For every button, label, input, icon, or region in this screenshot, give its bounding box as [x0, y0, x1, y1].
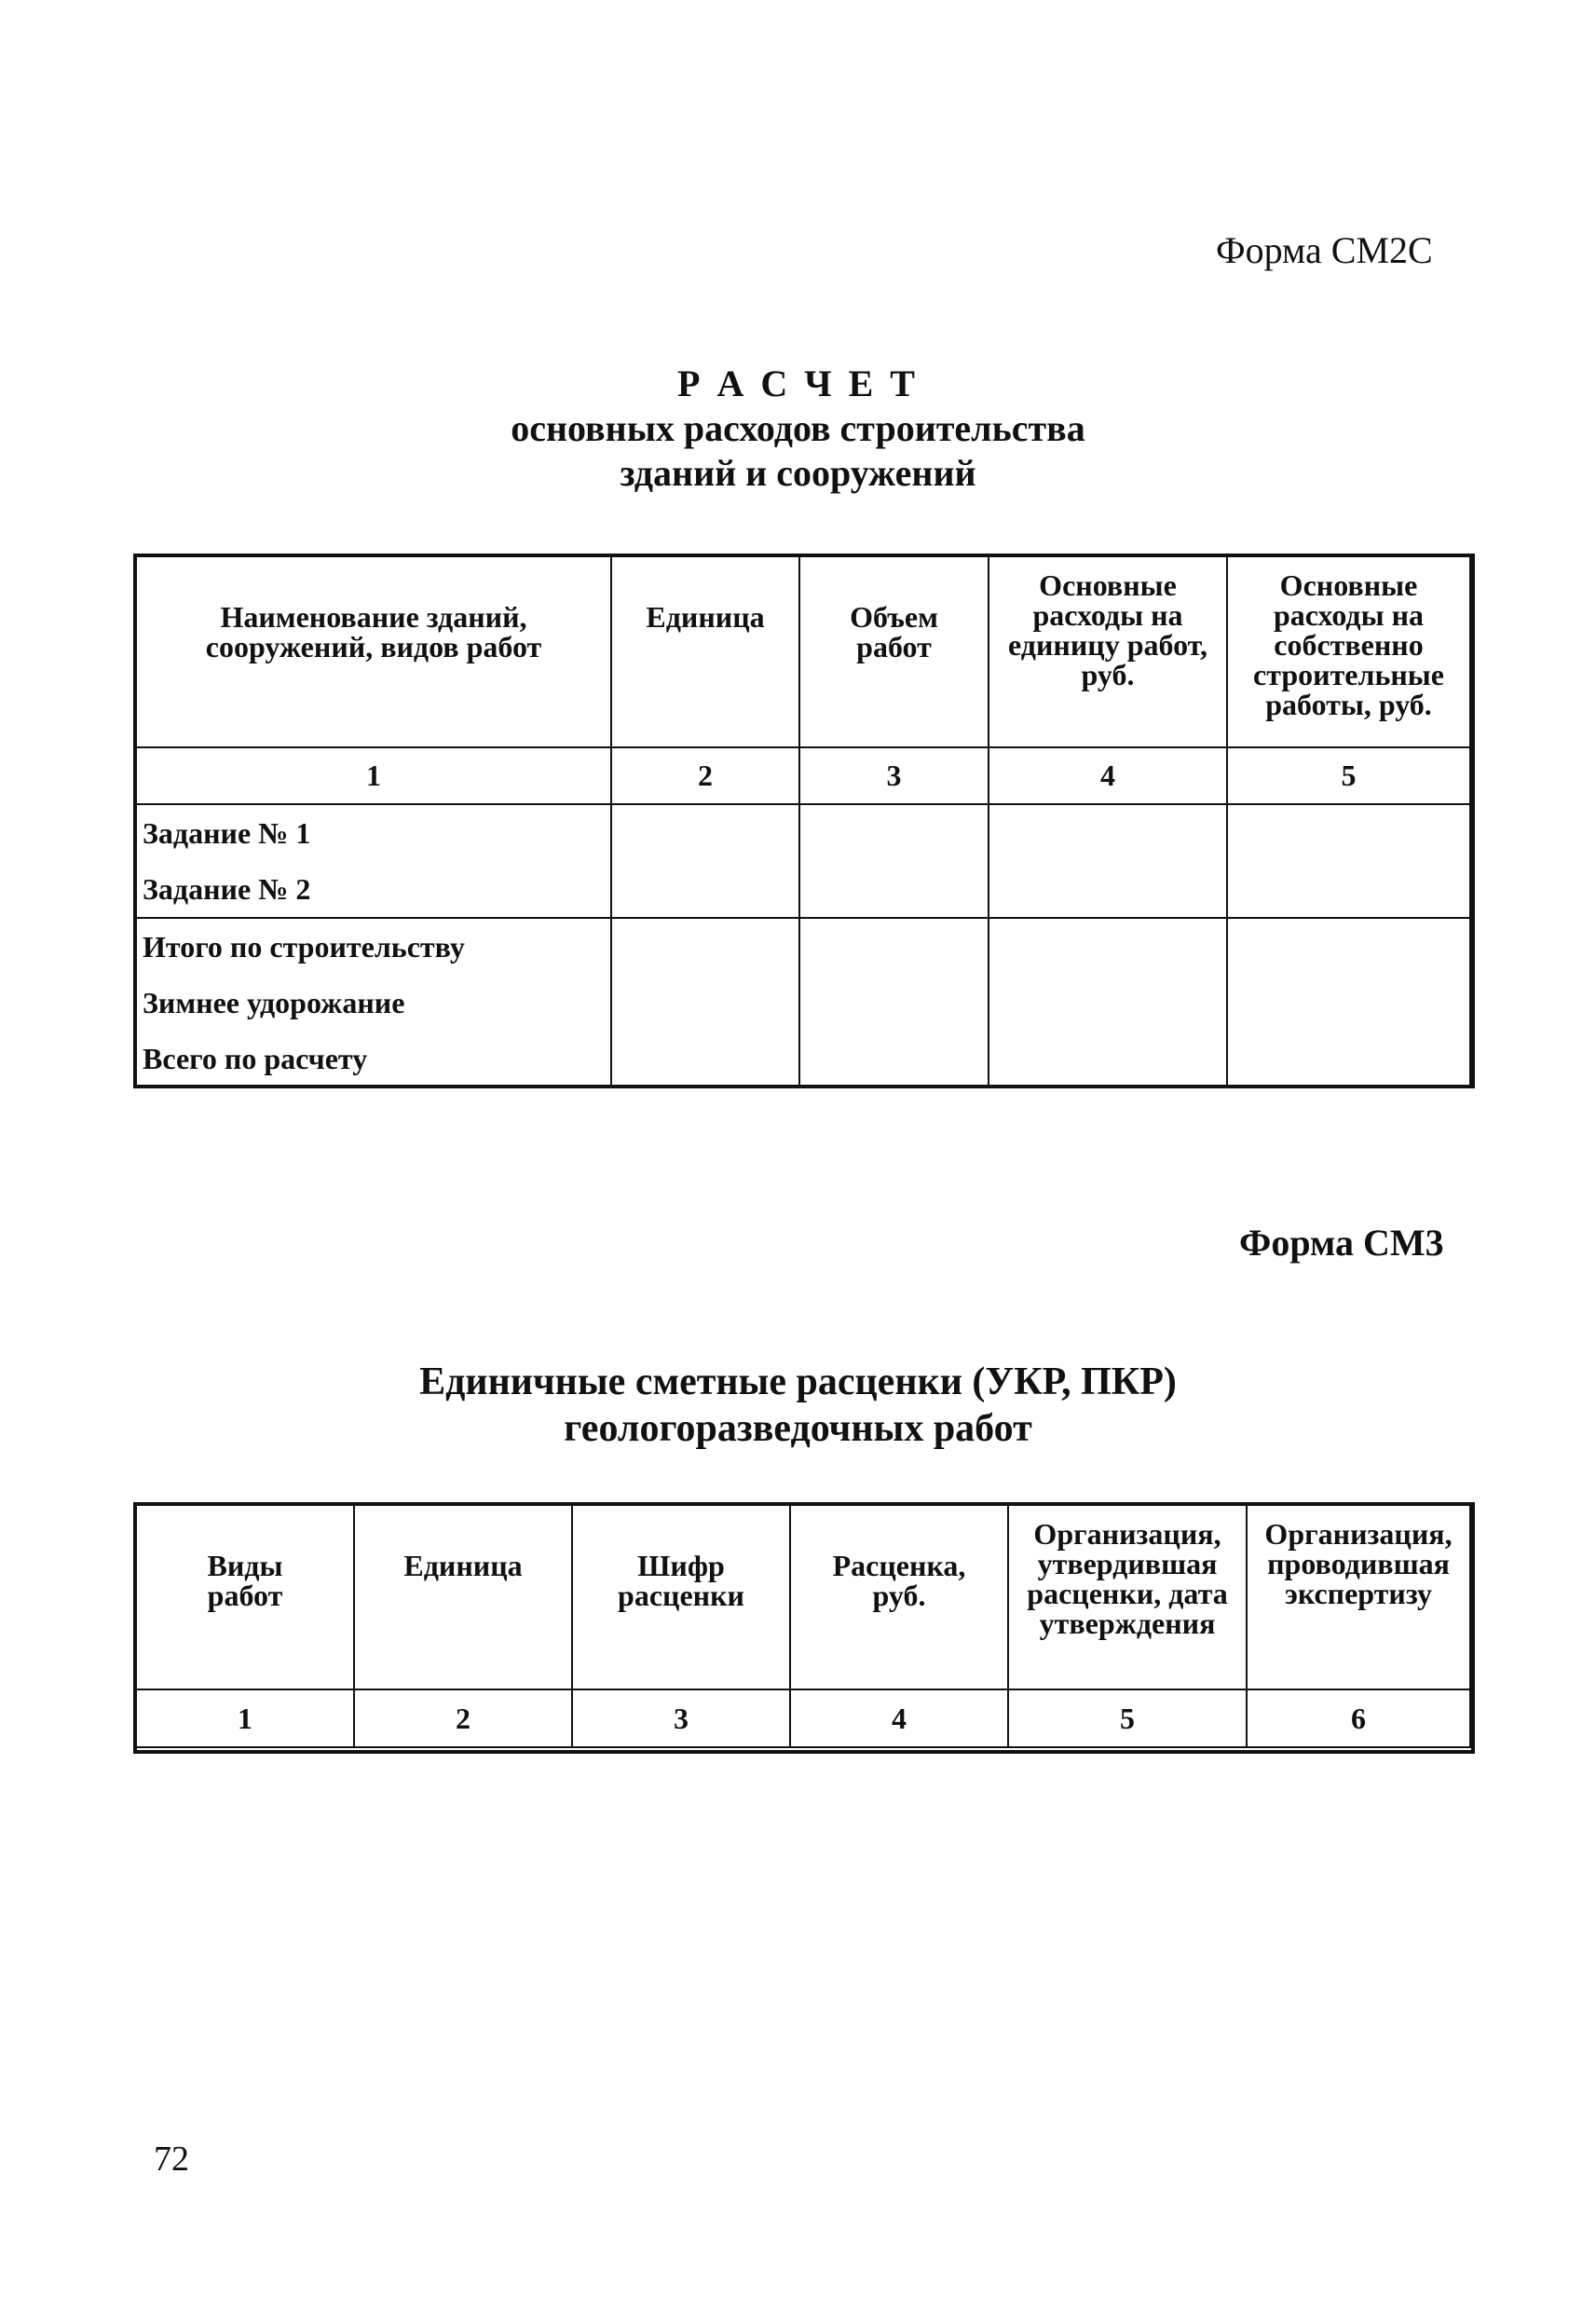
form2-colnum-1: 1: [136, 1689, 354, 1747]
form2-colnum-6: 6: [1247, 1689, 1470, 1747]
form2-title-line2: геологоразведочных работ: [564, 1407, 1032, 1451]
form1-header-row: [136, 556, 1470, 747]
form1-row-label: Всего по расчету: [143, 1042, 368, 1075]
form1-empty-cell: [611, 804, 799, 918]
page-number: 72: [154, 2140, 189, 2179]
form1-colnum-3: 3: [799, 747, 989, 804]
form2-title-line1: Единичные сметные расценки (УКР, ПКР): [419, 1361, 1177, 1403]
form1-body-row-group1: [136, 804, 1470, 918]
form1-row-label: Задание № 1: [143, 816, 311, 850]
form2-header-col1: Виды работ: [136, 1505, 354, 1689]
form2-header-col2: Единица: [354, 1505, 572, 1689]
form2-colnum-3: 3: [572, 1689, 790, 1747]
form2-heading: [0, 1359, 1596, 1453]
form1-empty-cell: [611, 918, 799, 1087]
form1-empty-cell: [989, 804, 1227, 918]
form1-number-row: [136, 747, 1470, 804]
form1-colnum-4: 4: [989, 747, 1227, 804]
form2-header-col5: Организация, утвердившая расценки, дата утверждения: [1008, 1505, 1247, 1689]
form2-colnum-2: 2: [354, 1689, 572, 1747]
form2-label: Форма СМ3: [1239, 1222, 1444, 1264]
form1-row-group2-names: [136, 918, 611, 1087]
form2-header-col6: Организация, проводившая экспертизу: [1247, 1505, 1470, 1689]
form1-header-col5: Основные расходы на собственно строительные работы, руб.: [1227, 556, 1470, 747]
form2-header-row: [136, 1505, 1470, 1689]
form1-subtitle-line1: основных расходов строительства: [511, 407, 1085, 449]
form1-empty-cell: [799, 804, 989, 918]
form1-row-label: Итого по строительству: [143, 930, 465, 964]
form1-subtitle-line2: зданий и сооружений: [620, 452, 976, 494]
form1-table: [135, 555, 1471, 1088]
form1-colnum-1: 1: [136, 747, 611, 804]
form2-colnum-5: 5: [1008, 1689, 1247, 1747]
form1-header-col2: Единица: [611, 556, 799, 747]
form1-header-col1: Наименование зданий, сооружений, видов работ: [136, 556, 611, 747]
form1-row-label: Зимнее удорожание: [143, 986, 405, 1019]
form2-table: [135, 1504, 1471, 1748]
form1-heading: [0, 362, 1596, 496]
form1-empty-cell: [799, 918, 989, 1087]
form1-colnum-5: 5: [1227, 747, 1470, 804]
form1-header-col3: Объем работ: [799, 556, 989, 747]
form1-colnum-2: 2: [611, 747, 799, 804]
form1-empty-cell: [1227, 804, 1470, 918]
form1-empty-cell: [989, 918, 1227, 1087]
form2-number-row: [136, 1689, 1470, 1747]
form2-colnum-4: 4: [790, 1689, 1008, 1747]
form1-title: Р А С Ч Е Т: [677, 362, 919, 404]
form1-body-row-group2: [136, 918, 1470, 1087]
form1-row-group1-names: [136, 804, 611, 918]
form2-header-col3: Шифр расценки: [572, 1505, 790, 1689]
form1-row-label: Задание № 2: [143, 872, 311, 906]
form1-header-col4: Основные расходы на единицу работ, руб.: [989, 556, 1227, 747]
form2-header-col4: Расценка, руб.: [790, 1505, 1008, 1689]
form1-label: Форма СМ2С: [1216, 229, 1433, 271]
form1-empty-cell: [1227, 918, 1470, 1087]
